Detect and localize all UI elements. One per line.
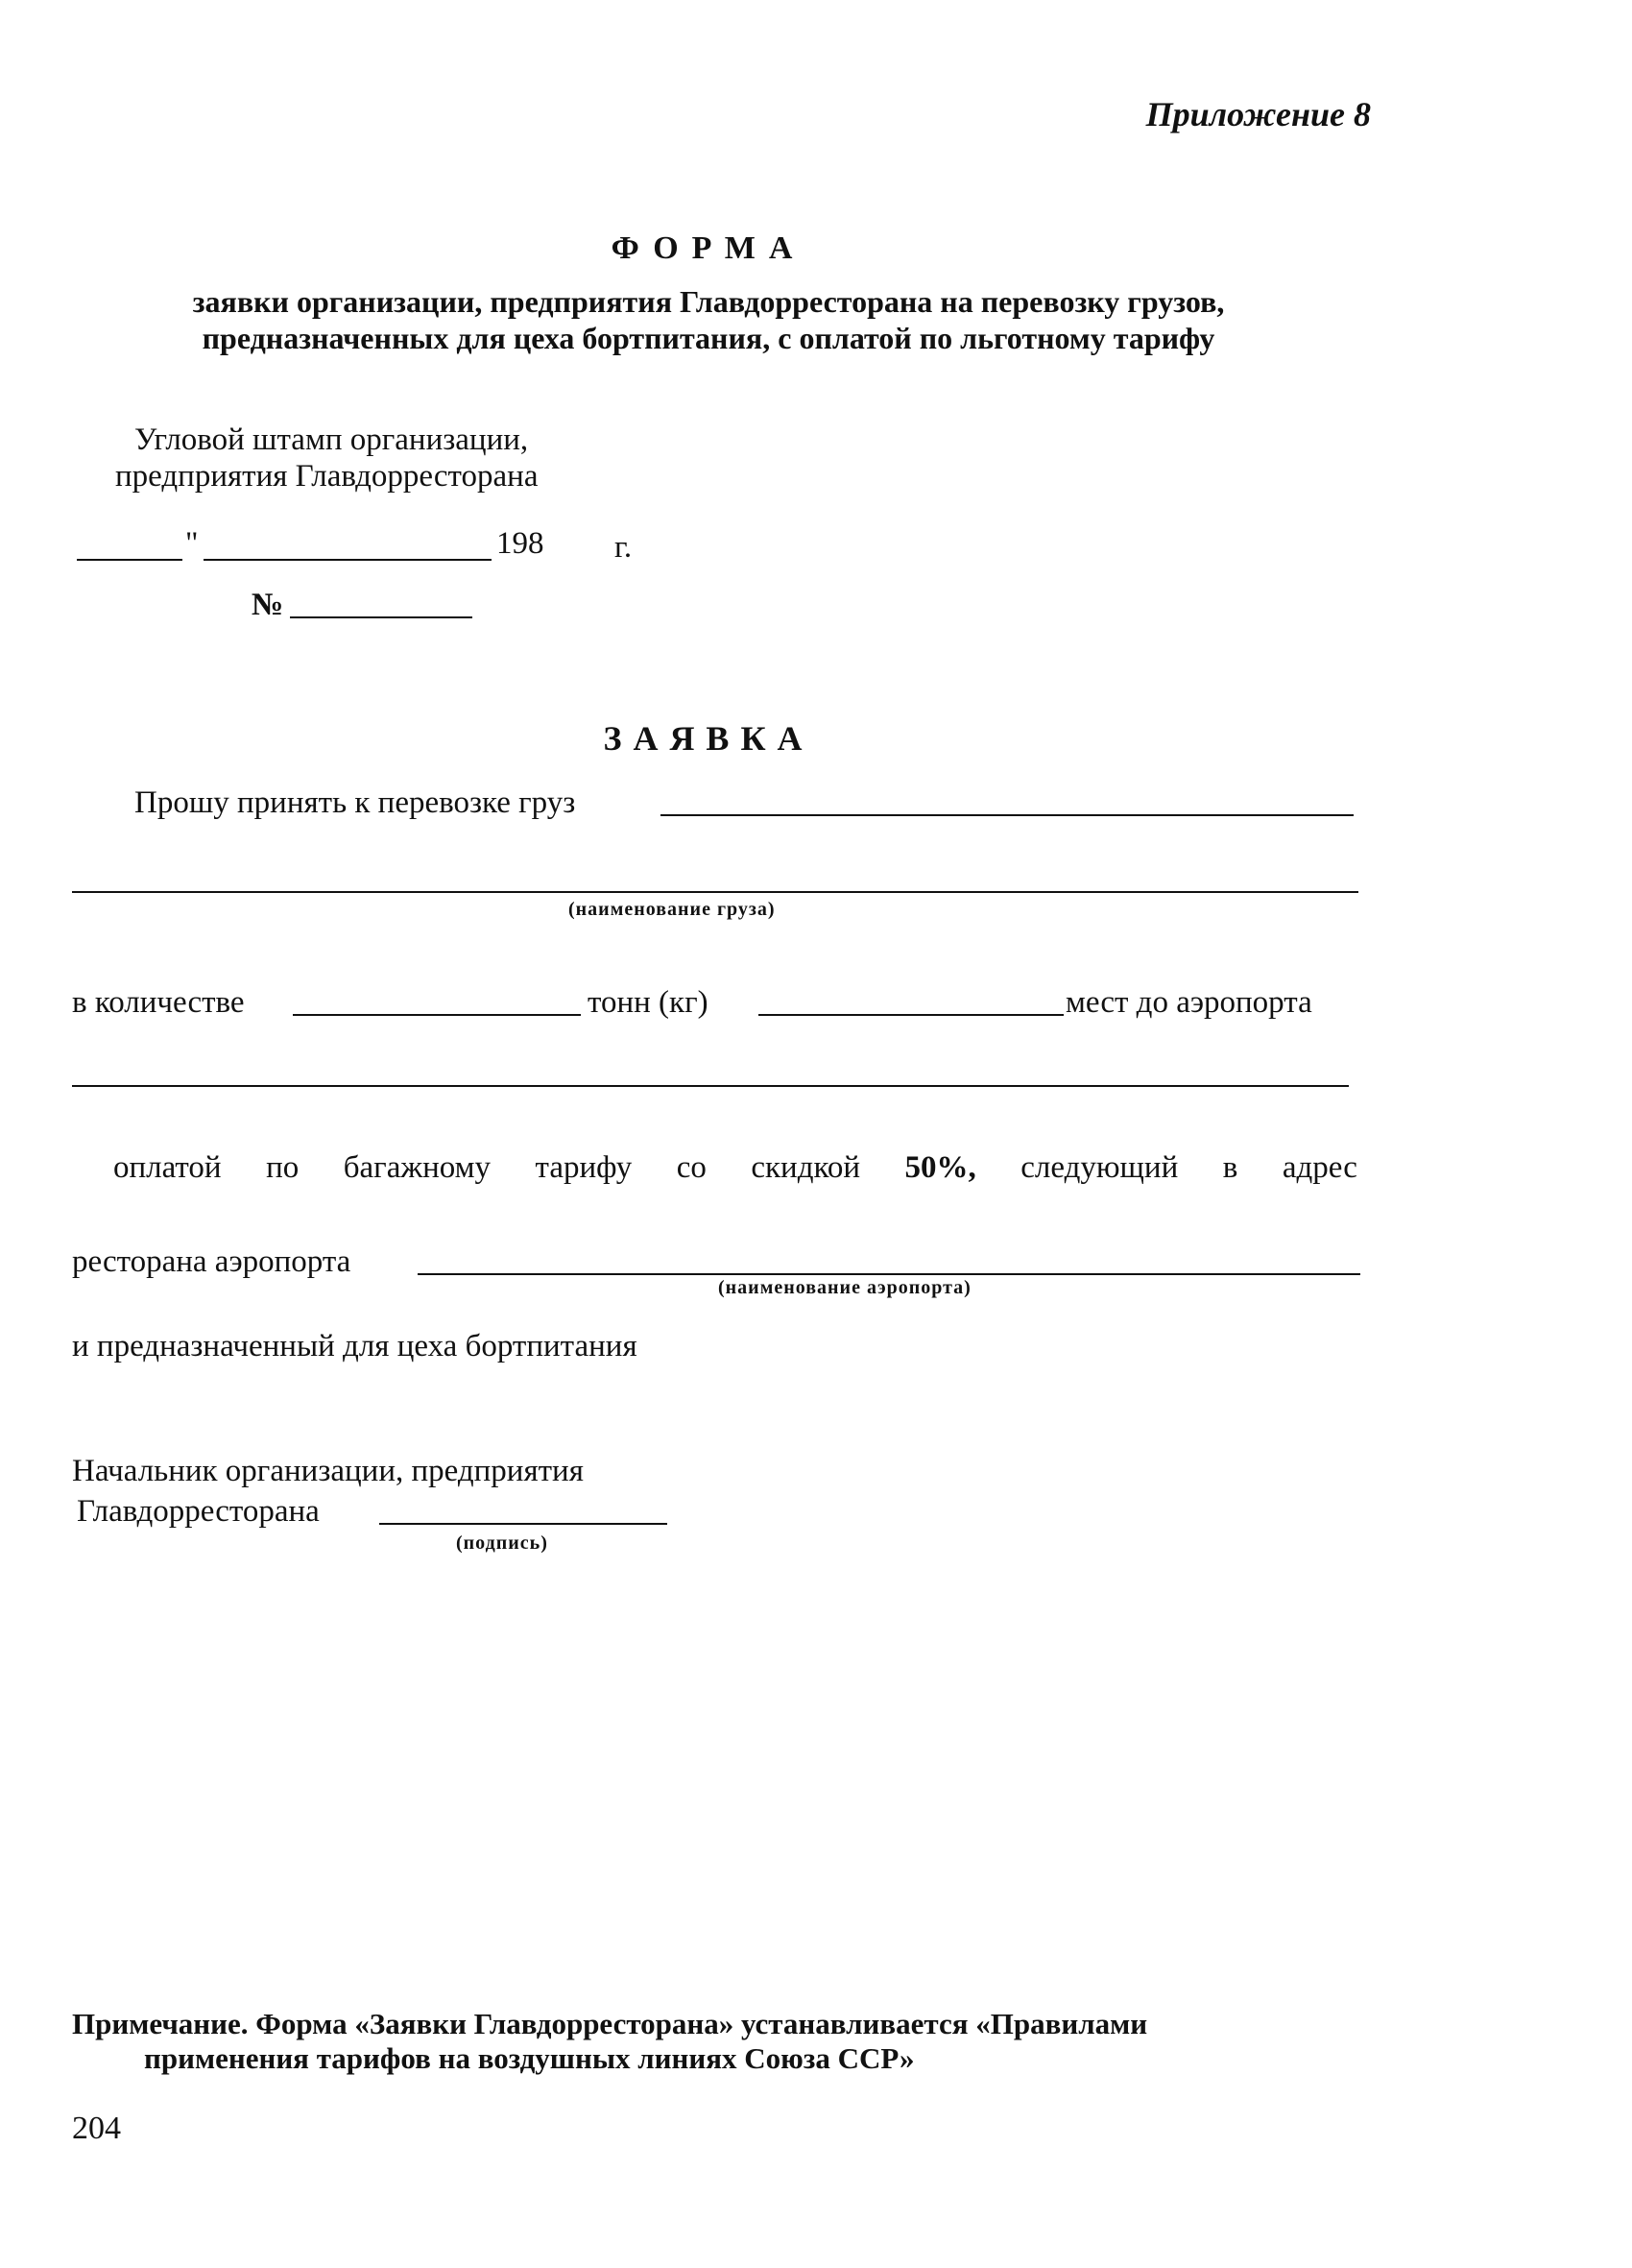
date-year: 198 [496, 526, 544, 561]
cargo-blank-1[interactable] [660, 814, 1354, 816]
qty-unit: тонн (кг) [588, 985, 708, 1020]
signature-caption: (подпись) [456, 1532, 548, 1554]
date-day-blank[interactable] [77, 559, 182, 561]
restaurant-label: ресторана аэропорта [72, 1244, 351, 1279]
appendix-label: Приложение 8 [1145, 95, 1371, 133]
note-line1: Примечание. Форма «Заявки Главдорресторана» устанавливается «Правилами [72, 2007, 1148, 2040]
payment-word: следующий [1020, 1150, 1179, 1185]
airport-caption: (наименование аэропорта) [718, 1277, 972, 1298]
payment-word: в [1222, 1150, 1238, 1185]
purpose-text: и предназначенный для цеха бортпитания [72, 1329, 637, 1363]
payment-word: багажному [343, 1150, 492, 1185]
form-subtitle-line1: заявки организации, предприятия Главдорресторана на перевозку грузов, [192, 284, 1225, 319]
payment-word: адрес [1282, 1150, 1357, 1185]
destination-airport-blank[interactable] [72, 1085, 1349, 1087]
signature-line2: Главдорресторана [77, 1494, 320, 1529]
payment-word: скидкой [751, 1150, 861, 1185]
airport-name-blank[interactable] [418, 1273, 1360, 1275]
cargo-caption: (наименование груза) [568, 899, 776, 920]
stamp-line2: предприятия Главдорресторана [115, 459, 539, 494]
page-number: 204 [72, 2111, 121, 2146]
discount-value: 50%, [904, 1150, 976, 1185]
stamp-line1: Угловой штамп организации, [134, 422, 529, 457]
payment-word: со [676, 1150, 707, 1185]
places-text: мест до аэропорта [1066, 985, 1312, 1020]
payment-word: тарифу [535, 1150, 633, 1185]
signature-blank[interactable] [379, 1523, 667, 1525]
date-month-blank[interactable] [204, 559, 492, 561]
number-blank[interactable] [290, 616, 472, 618]
payment-word: по [266, 1150, 300, 1185]
payment-word: оплатой [113, 1150, 222, 1185]
qty-places-blank[interactable] [758, 1014, 1064, 1016]
cargo-blank-2[interactable] [72, 891, 1358, 893]
request-line1: Прошу принять к перевозке груз [134, 785, 576, 820]
note-line2: применения тарифов на воздушных линиях Союза ССР» [144, 2041, 915, 2075]
form-subtitle-line2: предназначенных для цеха бортпитания, с оплатой по льготному тарифу [202, 321, 1215, 355]
number-label: № [252, 588, 284, 622]
payment-line [113, 1150, 1357, 1186]
form-title: ФОРМА [611, 230, 806, 266]
signature-line1: Начальник организации, предприятия [72, 1454, 584, 1488]
qty-tons-blank[interactable] [293, 1014, 581, 1016]
request-title: ЗАЯВКА [603, 719, 814, 758]
qty-prefix: в количестве [72, 985, 245, 1020]
date-quote: " [185, 526, 199, 561]
date-suffix: г. [614, 530, 633, 565]
